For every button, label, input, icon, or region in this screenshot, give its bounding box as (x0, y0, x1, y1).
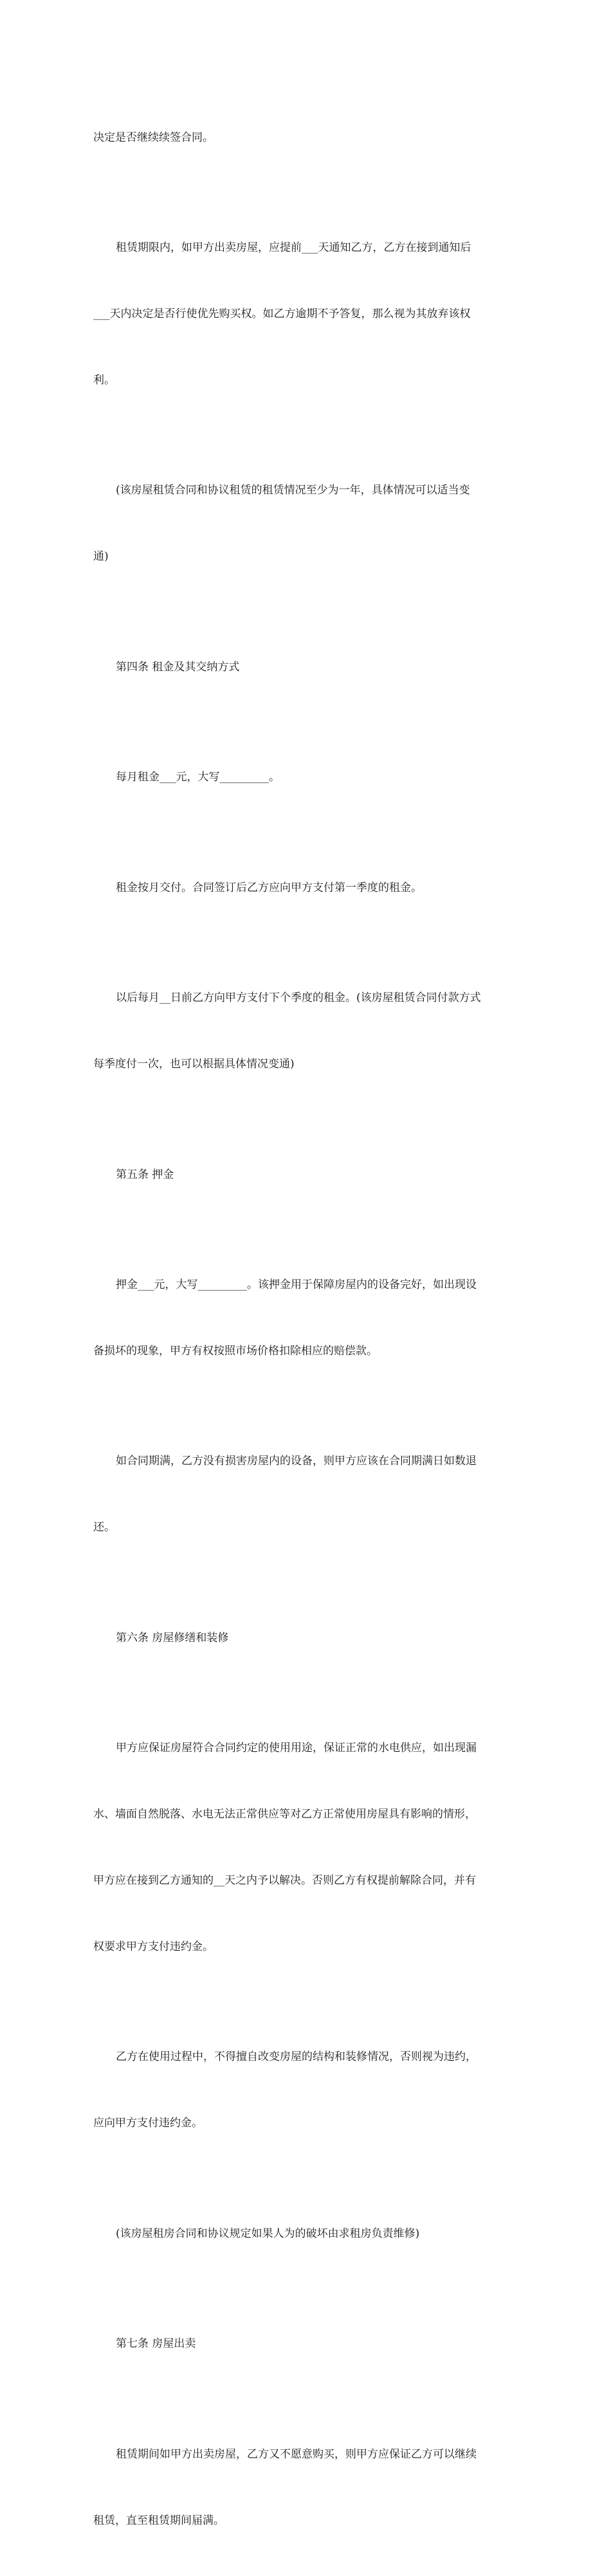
paragraph (93, 436, 519, 612)
text-line: 备损坏的现象，甲方有权按照市场价格扣除相应的赔偿款。 (93, 1344, 378, 1357)
section-heading (93, 2289, 519, 2399)
text-line: 如合同期满，乙方没有损害房屋内的设备，则甲方应该在合同期满日如数退 (116, 1455, 477, 1468)
text-line: 利。 (93, 373, 115, 387)
text-line: 第五条 押金 (116, 1168, 174, 1181)
section-heading (93, 1583, 519, 1693)
text-line: 第六条 房屋修缮和装修 (116, 1631, 229, 1644)
text-line: 甲方应在接到乙方通知的__天之内予以解决。否则乙方有权提前解除合同，并有 (93, 1874, 476, 1888)
paragraph (93, 82, 519, 192)
text-line: 租赁，直至租赁期间届满。 (93, 2514, 224, 2527)
text-line: 水、墙面自然脱落、水电无法正常供应等对乙方正常使用房屋具有影响的情形， (93, 1808, 476, 1821)
text-line: (该房屋租赁合同和协议租赁的租赁情况至少为一年，具体情况可以适当变 (116, 484, 470, 497)
text-line: 第七条 房屋出卖 (116, 2337, 196, 2351)
text-line: 甲方应保证房屋符合合同约定的使用用途，保证正常的水电供应，如出现漏 (116, 1742, 477, 1755)
paragraph (93, 1229, 519, 1406)
text-line: 以后每月__日前乙方向甲方支付下个季度的租金。(该房屋租赁合同付款方式 (116, 991, 481, 1005)
text-line: 第四条 租金及其交纳方式 (116, 660, 240, 674)
section-heading (93, 1119, 519, 1229)
paragraph (93, 833, 519, 943)
text-line: 还。 (93, 1521, 115, 1534)
text-line: 押金___元，大写_________。该押金用于保障房屋内的设备完好，如出现设 (116, 1278, 477, 1292)
paragraph (93, 943, 519, 1119)
paragraph (93, 1406, 519, 1583)
text-line: 租赁期限内，如甲方出卖房屋，应提前___天通知乙方，乙方在接到通知后 (116, 241, 471, 255)
text-line: 每月租金___元，大写_________。 (116, 771, 280, 784)
text-line: (该房屋租房合同和协议规定如果人为的破坏由求租房负责维修) (116, 2227, 420, 2240)
paragraph (93, 1693, 519, 2002)
text-line: ___天内决定是否行使优先购买权。如乙方逾期不予答复，那么视为其放弃该权 (93, 307, 471, 320)
text-line: 租金按月交付。合同签订后乙方应向甲方支付第一季度的租金。 (116, 881, 422, 894)
text-line: 每季度付一次，也可以根据具体情况变通) (93, 1058, 295, 1071)
paragraph (93, 192, 519, 435)
text-line: 租赁期间如甲方出卖房屋，乙方又不愿意购买，则甲方应保证乙方可以继续 (116, 2447, 477, 2461)
section-heading (93, 612, 519, 722)
paragraph (93, 722, 519, 833)
paragraph (93, 2002, 519, 2178)
text-line: 权要求甲方支付违约金。 (93, 1940, 214, 1953)
text-line: 乙方在使用过程中，不得擅自改变房屋的结构和装修情况，否则视为违约， (116, 2050, 477, 2064)
paragraph (93, 2178, 519, 2288)
text-line: 通) (93, 550, 109, 564)
text-line: 决定是否继续续签合同。 (93, 131, 214, 144)
paragraph (93, 2399, 519, 2575)
document-body (93, 82, 519, 2576)
text-line: 应向甲方支付违约金。 (93, 2117, 203, 2130)
